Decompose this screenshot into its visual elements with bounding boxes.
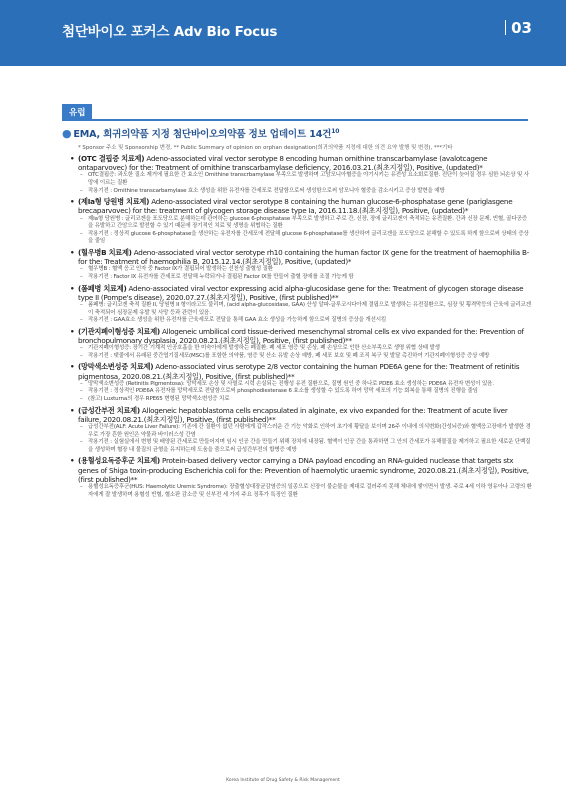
- list-item: [70, 284, 532, 325]
- entry-name: (제Ia형 당원병 치료제): [78, 197, 150, 207]
- entry-name: (급성간부전 치료제): [78, 405, 140, 415]
- section-bullet-icon: ●: [62, 127, 72, 140]
- dash-icon: –: [80, 230, 83, 237]
- entry-name: (용혈성요독증후군 치료제): [78, 456, 160, 466]
- entry-text: Protein-based delivery vector carrying a DNA payload encoding an RNA-guided nuclease that targets stx genes of Shiga toxin-producing Escherichia coli for the: Prevention of haemolytic uraemic syndrome, 2020.08.21.(최초지정일), Positive, (first published)**: [78, 456, 529, 484]
- legend-note: * Sponsor 주소 및 Sponsorship 변경, ** Public Summary of opinion on orphan designation(희귀의약품 지정에 대한 의견 요약 발행 및 변경), ***기타: [78, 145, 453, 151]
- dash-icon: –: [80, 439, 83, 446]
- dash-icon: –: [80, 395, 83, 402]
- entry-text: Adeno-associated viral vector serotype 8 encoding human ornithine transcarbamylase (avalotcagene ontaparvovec) for the: Treatment of ornithine transcarbamylase deficiency, 2016.03.21.(최초지정일), Positive, (updated)*: [78, 154, 488, 173]
- entry-detail: [70, 396, 532, 404]
- entry-detail-text: 폼페병: 글리코겐 축적 질환 II, 당원병 II 형이라고도 불리며, (acid alpha-glucosidase, GAA) 산성 알파-글루코시다아제 결핍으로 발생하는 유전질환으로, 심장 및 횡격막등의 근육에 글리코겐이 축적되어 심장문제 유발 및 사망 등과 관련이 있음.: [88, 301, 531, 316]
- entry-detail-text: 제Ia형 당원병 : 글리코겐을 포도당으로 분해하는데 관여하는 glucose 6-phosphatase 부족으로 발생하고 주로 간, 신장, 장에 글리코겐이 축적되는 유전질환. 간과 신장 문제, 빈혈, 골다공증을 유발하고 간암으로 발전할 수 있기 때문에 장기적인 치료 및 생명을 위협하는 질환: [88, 215, 527, 230]
- bullet-icon: •: [70, 197, 75, 207]
- entry-text: Allogeneic umbilical cord tissue-derived mesenchymal stromal cells ex vivo expanded for the: Prevention of bronchopulmonary dysplasia, 2020.08.21.(최초지정일), Positive, (first published)**: [78, 326, 524, 345]
- dash-icon: –: [80, 215, 83, 222]
- list-item: [70, 327, 532, 361]
- entry-text: Adeno-associated viral vector serotype rh10 containing the human factor IX gene for the treatment of haemophilia B- for the: Treatment of haemophilia B, 2015.12.14.(최초지정일), Positive, (updated)*: [78, 247, 530, 267]
- header-title: 첨단바이오 포커스 Adv Bio Focus: [62, 24, 278, 40]
- entry-detail-text: 작용기전 : 정상적인 PDE6A 유전자를 망막세포로 전달함으로써 phosphodiesterase 6 효소를 생성할 수 있도록 하여 망막 세포의 기능 회복을 통해 질병의 진행을 줄임: [88, 388, 478, 395]
- entry-detail-text: 작용기전 : 실험실에서 변형 및 배양된 간세포로 만들어지며 임시 인공 간을 만들기 위해 장치에 내장됨. 혈액이 인공 간을 통과하면 그 안의 간세포가 유해물질을 제거하고 필요한 새로운 단백질을 생성하며 혈장 내 물질의 균형을 유지하는데 도움을 줌으로써 급성간부전의 합병증 예방: [88, 439, 531, 453]
- entry-heading: [70, 362, 532, 380]
- dash-icon: –: [80, 317, 83, 324]
- bullet-icon: •: [70, 154, 75, 163]
- entry-detail-text: 혈우병B : 혈액 응고 인자 중 Factor IX가 결핍되어 발생하는 선천성 출혈성 질환: [88, 266, 273, 273]
- list-item: [70, 362, 532, 403]
- dash-icon: –: [80, 483, 83, 490]
- entry-detail: [70, 317, 532, 325]
- bullet-icon: •: [70, 362, 75, 372]
- bullet-icon: •: [70, 326, 75, 336]
- entry-detail-text: 작용기전 : 정상적 glucose 6-phosphatase을 생산하는 유전자를 간세포에 전달해 glucose 6-phosphatase를 생산하여 글리코겐을 포도당으로 분해할 수 있도록 하게 함으로써 상태의 증상을 줄임: [88, 230, 529, 245]
- dash-icon: –: [80, 301, 83, 308]
- entry-detail-text: 작용기전 : Ornithine transcarbamylase 효소 생성을 위한 유전자를 간세포로 전달함으로써 생성함으로써 암모니아 혈중을 감소시키고 증상 발현을 예방: [88, 187, 445, 194]
- entry-detail-text: 작용기전 : Factor IX 유전자를 간세포로 전달해 누락되거나 결핍된 Factor IX를 만들어 출혈 장애를 조절 가능케 함: [88, 273, 354, 280]
- dash-icon: –: [80, 187, 83, 194]
- footnote-ref: 10: [331, 127, 340, 135]
- dash-icon: –: [80, 380, 83, 387]
- list-item: [70, 154, 532, 195]
- entry-name: (망막색소변성증 치료제): [78, 362, 154, 372]
- entry-detail-text: (참고) Luxturna의 경우 RPE65 변형된 망막색소변성증 치료: [88, 395, 230, 402]
- bullet-icon: •: [70, 456, 75, 466]
- page-footer: Korea Institute of Drug Safety & Risk Management: [226, 778, 340, 783]
- entry-text: Adeno-associated virus serotype 2/8 vector containing the human PDE6A gene for the: Treatment of retinitis pigmentosa, 2020.08.21.(최초지정일), Positive, (first published)**: [78, 362, 520, 381]
- section-title-text: EMA, 희귀의약품 지정 첨단바이오의약품 정보 업데이트 14건: [73, 129, 332, 140]
- entry-detail-text: 작용기전 : 탯줄에서 유래된 중간엽기질세포(MSC)를 포함한 의약품, 염증 및 산소 유발 손상 예방, 폐 세포 보호 및 폐 조직 복구 및 발달 촉진하여 기관지폐이형성증 증상 예방: [88, 352, 490, 359]
- entry-heading: [70, 248, 532, 266]
- entry-detail-text: 기관지폐이형성증: 장기간 기계적 인공호흡을 한 미숙아에게 발생하는 폐질환. 폐 세포 염증 및 손상, 폐 손상으로 인한 산소부족으로 생명 위협 상태 발생: [88, 345, 440, 352]
- entry-text: Adeno-associated viral vector serotype 8 containing the human glucose-6-phosphatase gene (pariglasgene brecaparvovec) for the: treatment of glycogen storage disease type Ia, 2016.11.18.(최초지정일), Positive, (updated)*: [78, 197, 513, 216]
- section-title: [62, 126, 532, 140]
- entry-name: (폼페병 치료제): [78, 283, 127, 293]
- entry-heading: [70, 456, 532, 484]
- dash-icon: –: [80, 423, 83, 430]
- entry-detail-text: 용혈성요독증후군(HUS: Haemolytic Uremic Syndrome): 장출혈성대장균감염증의 일종으로 신장이 불순물을 제대로 걸러주지 못해 체내에 쌓이면서 발생. 주로 4세 이하 영유아나 고령의 환자에게 잘 발생하며 용혈성 빈혈, 혈소판 감소증 및 신부전 세 가지 주요 징후가 특징인 질환: [88, 483, 532, 498]
- entry-detail: [70, 302, 532, 317]
- entry-heading: [70, 284, 532, 302]
- entry-detail-text: 작용기전 : GAA효소 생성을 위한 유전자를 근육세포로 전달을 통해 GAA 효소 생성을 가능하게 함으로써 질병의 증상을 개선시킴: [88, 317, 387, 324]
- entry-name: (혈우병B 치료제): [78, 247, 132, 257]
- entry-detail: [70, 231, 532, 246]
- entry-text: Adeno-associated viral vector expressing acid alpha-glucosidase gene for the: Treatment of glycogen storage disease type II (Pompe's disease), 2020.07.27.(최초지정일), Positive, (first published)**: [78, 283, 524, 302]
- entry-name: (OTC 결핍증 치료제): [78, 154, 145, 163]
- entries-list: [70, 154, 532, 501]
- list-item: [70, 197, 532, 246]
- list-item: [70, 248, 532, 282]
- page-number-text: 03: [511, 19, 532, 37]
- entry-detail: [70, 188, 532, 196]
- entry-detail: [70, 274, 532, 282]
- entry-detail: [70, 345, 532, 353]
- entry-heading: [70, 154, 532, 172]
- entry-detail: [70, 216, 532, 231]
- entry-name: (기관지폐이형성증 치료제): [78, 326, 160, 336]
- entry-detail: [70, 424, 532, 439]
- entry-detail: [70, 439, 532, 454]
- page-header: [0, 0, 566, 66]
- entry-detail: [70, 266, 532, 274]
- entry-heading: [70, 406, 532, 424]
- dash-icon: –: [80, 345, 83, 352]
- entry-detail: [70, 388, 532, 396]
- region-tag: 유럽: [62, 104, 92, 120]
- bullet-icon: •: [70, 283, 75, 293]
- region-divider: [62, 119, 528, 121]
- entry-detail: [70, 484, 532, 499]
- dash-icon: –: [80, 266, 83, 273]
- dash-icon: –: [80, 172, 83, 179]
- entry-detail: [70, 353, 532, 361]
- entry-heading: [70, 327, 532, 345]
- dash-icon: –: [80, 388, 83, 395]
- entry-detail-text: 급성간부전(ALF: Acute Liver Failure): 기존에 간 질환이 없던 사람에게 갑작스러운 간 기능 악화로 인하여 초기에 황달을 보이며 26주 이내에 의식변화(간성뇌증)와 혈액응고장애가 발생한 경우로 가장 흔한 원인은 약물과 바이러스성 간염: [88, 423, 531, 438]
- list-item: [70, 406, 532, 455]
- entry-text: Allogeneic hepatoblastoma cells encapsulated in alginate, ex vivo expanded for the: Treatment of acute liver failure, 2020.08.21.(최초지정일), Positive, (first published)**: [78, 405, 508, 424]
- page-number-separator: [505, 20, 507, 35]
- page-number: [505, 19, 532, 37]
- entry-detail-text: OTC결핍증: 과도한 질소 제거에 필요한 간 효소인 Ornithine transcrbamylase 부족으로 발생하며 고암모니아혈증을 야기시키는 유전성 요소회로질환. 진단이 늦어질 경우 심한 뇌손상 및 사망에 이르는 질환: [88, 172, 529, 186]
- dash-icon: –: [80, 273, 83, 280]
- dash-icon: –: [80, 352, 83, 359]
- entry-detail: [70, 172, 532, 187]
- bullet-icon: •: [70, 247, 75, 257]
- list-item: [70, 456, 532, 499]
- entry-detail-text: 망막색소변성증 (Retinitis Pigmentosa): 망막세포 손상 및 사멸로 시력 손실되는 진행성 유전 질환으로, 질병 원인 중 하나로 PDE6 효소 생성하는 PDE6A 유전자 변성이 있음.: [88, 380, 494, 387]
- entry-heading: [70, 197, 532, 215]
- bullet-icon: •: [70, 405, 75, 415]
